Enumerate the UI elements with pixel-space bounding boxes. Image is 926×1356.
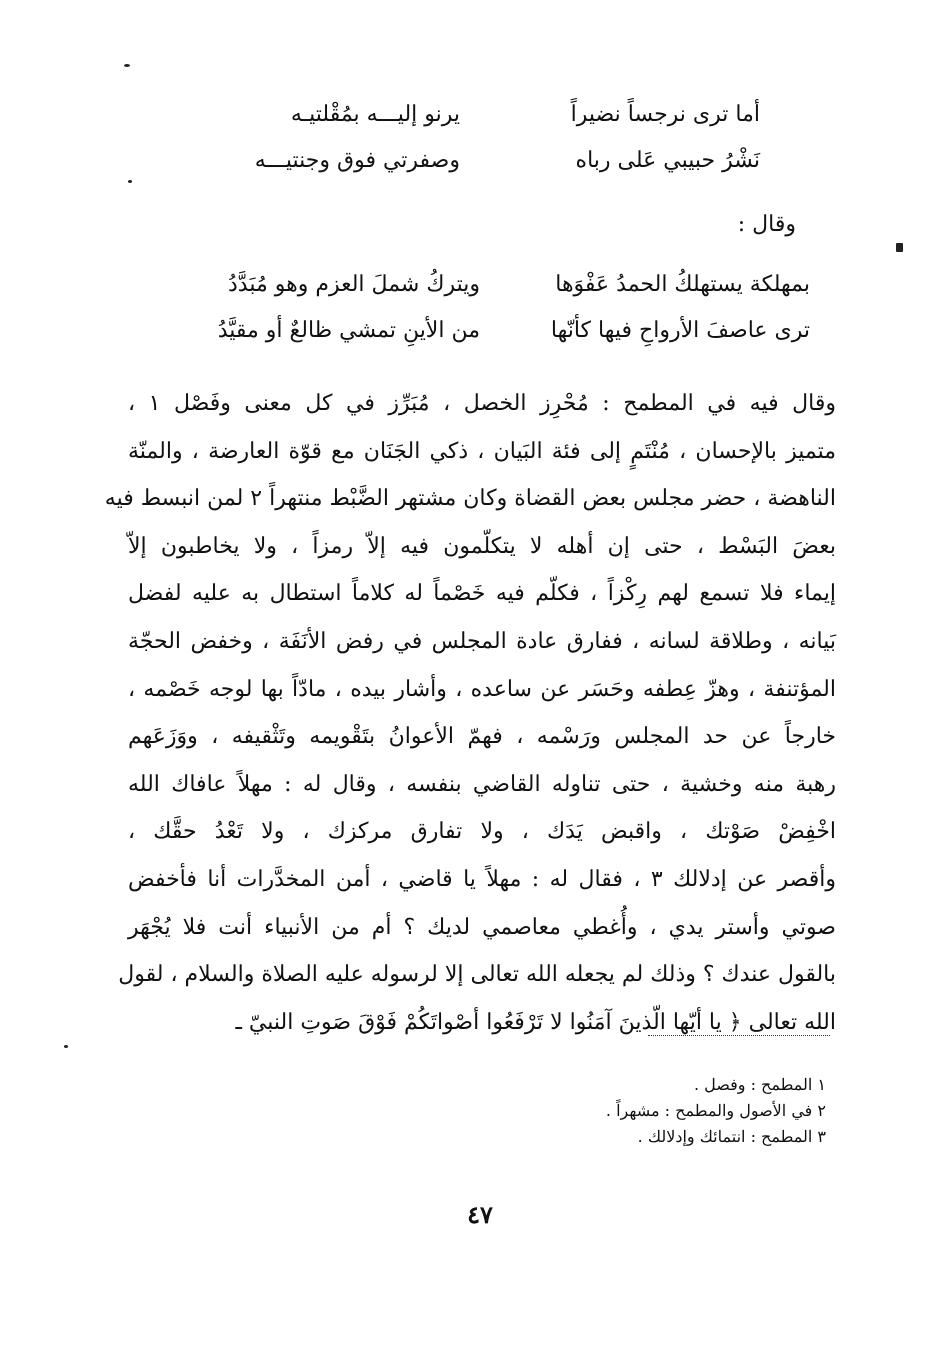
verse-1-line-1-left: يرنو إليـــه بمُقْلتيـه: [290, 102, 460, 127]
prose-line: الله تعالى ﴿ يا أيّها الّذينَ آمَنُوا لا تَرْفَعُوا أصْواتَكُمْ فَوْقَ صَوتِ النبيّ ـ: [235, 1009, 836, 1035]
prose-line: بالقول عندك ؟ وذلك لم يجعله الله تعالى إلا لرسوله عليه الصلاة والسلام ، لقول: [118, 962, 836, 988]
footnote-2: ٢ في الأصول والمطمح : مشهراً .: [605, 1101, 826, 1120]
prose-line: المؤتنفة ، وهزّ عِطفه وحَسَر عن ساعده ، وأشار بيده ، مادّاً بها لوجه خَصْمه ،: [128, 676, 836, 702]
page-number: ٤٧: [467, 1200, 493, 1229]
prose-line: صوتي وأستر يدي ، وأُغطي معاصمي لديك ؟ أم من الأنبياء أنت فلا يُجْهَر: [128, 914, 836, 940]
prose-line: إيماء فلا تسمع لهم رِكْزاً ، فكلّم فيه خَصْماً له كلاماً استطال به عليه لفضل: [128, 581, 836, 607]
prose-line: متميز بالإحسان ، مُنْتَمٍ إلى فئة البَيان ، ذكي الجَنَان مع قوّة العارضة ، والمنّة: [128, 438, 836, 464]
footnote-3: ٣ المطمح : انتمائك وإدلالك .: [637, 1127, 826, 1146]
prose-line: بعضَ البَسْط ، حتى إن أهله لا يتكلّمون فيه إلاّ رمزاً ، ولا يخاطبون إلاّ: [128, 533, 836, 559]
prose-line: وأقصر عن إدلالك ٣ ، فقال له : مهلاً يا قاضي ، أمن المخدَّرات أنا فأخفض: [128, 866, 836, 892]
scan-mark: [64, 1045, 68, 1048]
intro-heading: وقال :: [737, 212, 796, 237]
scan-mark: [896, 243, 903, 252]
footnotes: [606, 1072, 826, 1150]
verse-couplet-1: [200, 104, 760, 184]
verse-2-line-2-left: من الأينِ تمشي ظالعٌ أو مقيَّدُ: [217, 318, 480, 343]
scan-mark: [124, 64, 130, 67]
verse-2-line-2-right: ترى عاصفَ الأرواحِ فيها كأنّها: [550, 318, 810, 343]
verse-2-line-1-left: ويتركُ شملَ العزم وهو مُبَدَّدُ: [228, 272, 480, 297]
verse-1-line-2-left: وصفرتي فوق وجنتيـــه: [254, 148, 460, 173]
prose-line: بَيانه ، وطلاقة لسانه ، ففارق عادة المجلس في رفض الأنَفَة ، وخفض الحجّة: [128, 628, 836, 654]
prose-line: وقال فيه في المطمح : مُحْرِز الخصل ، مُبَرِّز في كل معنى وفَصْل ١ ،: [128, 391, 836, 416]
body-paragraph: [104, 380, 836, 1046]
scan-mark: [128, 180, 132, 183]
footnote-1: ١ المطمح : وفصل .: [693, 1075, 826, 1094]
verse-2-line-1-right: بمهلكة يستهلكُ الحمدُ عَفْوَها: [555, 272, 810, 297]
verse-1-line-2-right: نَشْرُ حبيبي عَلى رباه: [575, 148, 760, 173]
prose-line: رهبة منه وخشية ، حتى تناوله القاضي بنفسه ، وقال له : مهلاً عافاك الله: [128, 771, 836, 797]
prose-line: الناهضة ، حضر مجلس بعض القضاة وكان مشتهر الضَّبْط منتهراً ٢ لمن انبسط فيه: [104, 486, 836, 512]
prose-line: خارجاً عن حد المجلس ورَسْمه ، فهمّ الأعوانُ بتَقْويمه وتَثْقيفه ، ووَزَعَهم: [128, 724, 836, 750]
footnote-separator: [648, 1035, 830, 1036]
verse-1-line-1-right: أما ترى نرجساً نضيراً: [570, 102, 760, 127]
prose-line: اخْفِضْ صَوْتك ، واقبض يَدَك ، ولا تفارق مركزك ، ولا تَعْدُ حقَّك ،: [128, 819, 836, 845]
verse-couplet-2: [160, 274, 810, 354]
